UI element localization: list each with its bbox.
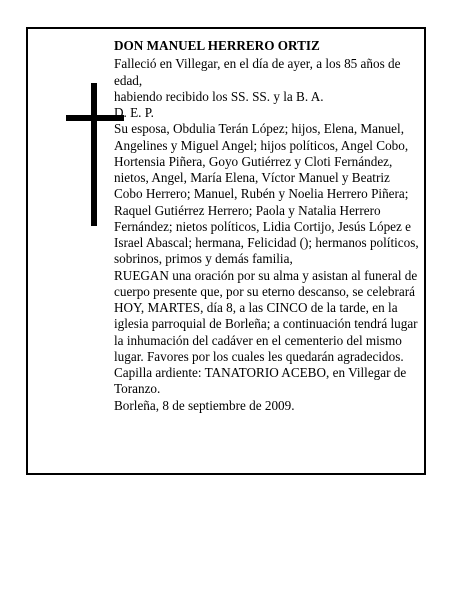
rest-in-peace: D. E. P.: [114, 105, 154, 120]
family-list: Su esposa, Obdulia Terán López; hijos, Elena, Manuel, Angelines y Miguel Angel; hijos políticos, Angel Cobo, Hortensia Piñera, Goyo Gutiérrez y Cloti Fernández, nietos, Angel, María Elena, Víctor Manuel y Beatriz Cobo Herrero; Manuel, Rubén y Noelia Herrero Piñera; Raquel Gutiérrez Herrero; Paola y Natalia Herrero Fernández; nietos políticos, Lidia Cortijo, Jesús López e Israel Abascal; hermana, Felicidad (); hermanos políticos, sobrinos, primos y demás familia,: [114, 121, 419, 267]
cross-vertical-bar: [91, 83, 97, 226]
funeral-request: RUEGAN una oración por su alma y asistan al funeral de cuerpo presente que, por su eterno descanso, se celebrará HOY, MARTES, día 8, a las CINCO de la tarde, en la iglesia parroquial de Borleña; a continuación tendrá lugar la inhumación del cadáver en el cementerio del mismo lugar. Favores por los cuales les quedarán agradecidos. Capilla ardiente: TANATORIO ACEBO, en Villegar de Toranzo.: [114, 267, 418, 397]
deceased-name: DON MANUEL HERRERO ORTIZ: [114, 38, 320, 53]
sacraments-line: habiendo recibido los SS. SS. y la B. A.: [114, 88, 324, 104]
death-announcement: Falleció en Villegar, en el día de ayer, a los 85 años de edad,: [114, 56, 401, 88]
place-and-date: Borleña, 8 de septiembre de 2009.: [114, 397, 295, 413]
obituary-text: [114, 38, 420, 414]
